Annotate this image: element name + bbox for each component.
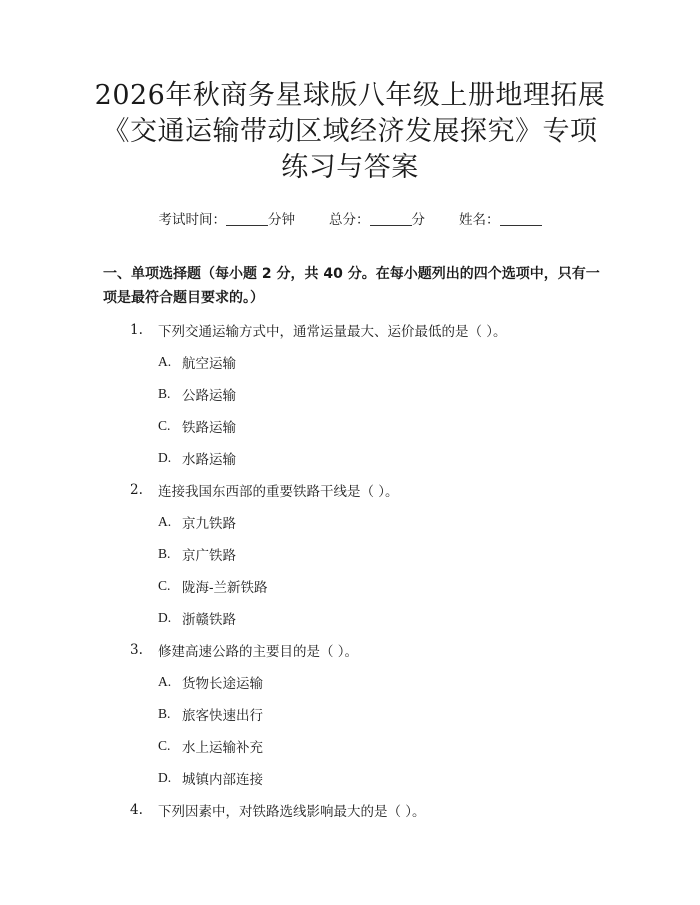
question-item <box>130 800 426 820</box>
option-item[interactable] <box>158 736 263 756</box>
option-item[interactable] <box>158 768 263 788</box>
option-item[interactable] <box>158 704 263 724</box>
question-text: 下列因素中，对铁路选线影响最大的是（ ）。 <box>158 804 426 820</box>
option-letter: A. <box>158 674 172 689</box>
option-item[interactable] <box>158 544 236 564</box>
question-text: 修建高速公路的主要目的是（ ）。 <box>158 644 359 660</box>
option-letter: C. <box>158 578 171 593</box>
option-letter: D. <box>158 450 172 465</box>
question-item <box>130 640 358 660</box>
section-heading: 一、单项选择题（每小题 2 分，共 40 分。在每小题列出的四个选项中，只有一项是最符合题目要求的。） <box>103 266 600 306</box>
total-score-field <box>329 208 425 228</box>
option-letter: C. <box>158 418 171 433</box>
question-number: 4. <box>130 802 143 818</box>
option-letter: D. <box>158 770 172 785</box>
name-field <box>459 208 542 228</box>
option-letter: D. <box>158 610 172 625</box>
option-item[interactable] <box>158 416 236 436</box>
total-score-blank[interactable] <box>370 211 412 226</box>
option-text: 城镇内部连接 <box>182 772 263 788</box>
option-letter: B. <box>158 386 171 401</box>
option-item[interactable] <box>158 352 236 372</box>
question-number: 1. <box>130 322 143 338</box>
total-score-unit: 分 <box>411 212 425 228</box>
question-item <box>130 480 399 500</box>
option-text: 陇海-兰新铁路 <box>182 580 268 596</box>
option-item[interactable] <box>158 512 236 532</box>
question-number: 2. <box>130 482 143 498</box>
option-text: 航空运输 <box>182 356 236 372</box>
option-letter: A. <box>158 354 172 369</box>
total-score-label: 总分： <box>329 212 370 228</box>
option-text: 水上运输补充 <box>182 740 263 756</box>
option-text: 旅客快速出行 <box>182 708 263 724</box>
question-text: 下列交通运输方式中，通常运量最大、运价最低的是（ ）。 <box>158 324 507 340</box>
option-item[interactable] <box>158 672 263 692</box>
option-text: 浙赣铁路 <box>182 612 236 628</box>
question-item <box>130 320 507 340</box>
exam-time-field <box>159 208 296 228</box>
option-item[interactable] <box>158 576 268 596</box>
option-text: 公路运输 <box>182 388 236 404</box>
option-text: 铁路运输 <box>182 420 236 436</box>
question-number: 3. <box>130 642 143 658</box>
exam-meta <box>0 208 700 228</box>
question-text: 连接我国东西部的重要铁路干线是（ ）。 <box>158 484 399 500</box>
document-title: 2026年秋商务星球版八年级上册地理拓展《交通运输带动区域经济发展探究》专项练习与答案 <box>94 80 606 183</box>
option-letter: A. <box>158 514 172 529</box>
exam-time-unit: 分钟 <box>268 212 295 228</box>
option-text: 水路运输 <box>182 452 236 468</box>
option-text: 货物长途运输 <box>182 676 263 692</box>
option-item[interactable] <box>158 384 236 404</box>
option-item[interactable] <box>158 608 236 628</box>
exam-time-label: 考试时间： <box>158 212 226 228</box>
exam-time-blank[interactable] <box>226 211 268 226</box>
option-item[interactable] <box>158 448 236 468</box>
option-letter: B. <box>158 546 171 561</box>
option-text: 京广铁路 <box>182 548 236 564</box>
option-letter: C. <box>158 738 171 753</box>
name-blank[interactable] <box>500 211 542 226</box>
name-label: 姓名： <box>459 212 500 228</box>
option-text: 京九铁路 <box>182 516 236 532</box>
option-letter: B. <box>158 706 171 721</box>
